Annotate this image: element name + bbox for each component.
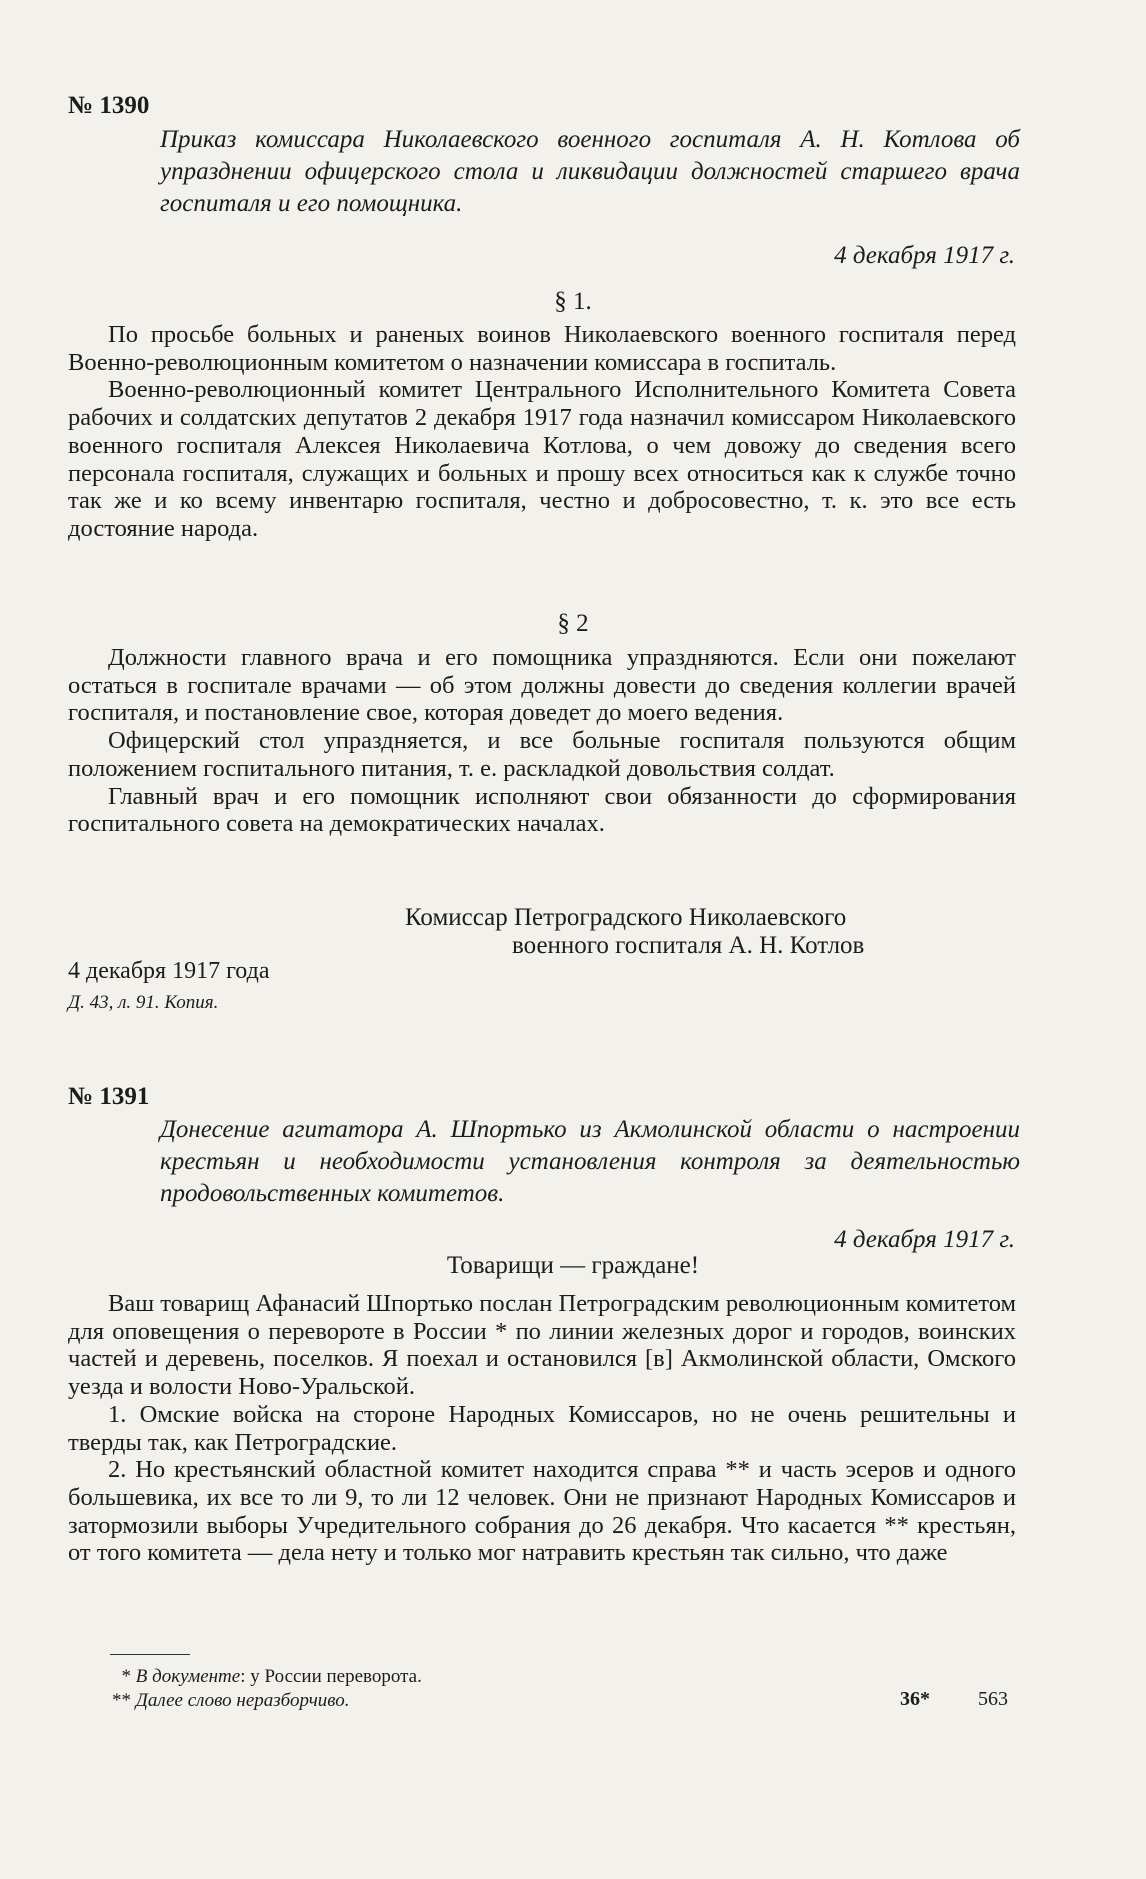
doc1-paragraph-1: По просьбе больных и раненых воинов Николаевского военного госпиталя перед Военно-революционным комитетом о назначении комиссара в госпиталь. bbox=[68, 321, 1016, 376]
doc1-section-2: § 2 bbox=[557, 610, 589, 637]
doc2-number: № 1391 bbox=[68, 1083, 150, 1110]
doc2-date: 4 декабря 1917 г. bbox=[834, 1226, 1015, 1253]
footnote-2-mark: ** bbox=[112, 1690, 131, 1711]
doc1-section1-body bbox=[68, 321, 1016, 543]
doc1-signature-line-2: военного госпиталя А. Н. Котлов bbox=[512, 932, 865, 959]
doc1-section-1: § 1. bbox=[554, 288, 592, 315]
footnote-2 bbox=[105, 1689, 422, 1713]
doc2-greeting: Товарищи — граждане! bbox=[446, 1252, 700, 1279]
footnote-1-label: В документе bbox=[135, 1666, 241, 1687]
doc1-signature-line-1: Комиссар Петроградского Николаевского bbox=[405, 904, 847, 931]
footnote-1 bbox=[105, 1665, 422, 1689]
doc2-title: Донесение агитатора А. Шпортько из Акмолинской области о настроении крестьян и необходимости установления контроля за деятельностью продовольственных комитетов. bbox=[160, 1116, 1020, 1207]
doc1-sign-date: 4 декабря 1917 года bbox=[68, 958, 270, 984]
doc1-paragraph-2: Военно-революционный комитет Центрального Исполнительного Комитета Совета рабочих и солдатских депутатов 2 декабря 1917 года назначил комиссаром Николаевского военного госпиталя Алексея Николаевича Котлова, о чем довожу до сведения всего персонала госпиталя, служащих и больных и прошу всех относиться как к службе точно так же и ко всему инвентарю госпиталя, честно и добросовестно, т. к. это все есть достояние народа. bbox=[68, 376, 1016, 542]
doc2-paragraph-2: 1. Омские войска на стороне Народных Комиссаров, но не очень решительны и тверды так, как Петроградские. bbox=[68, 1400, 1016, 1456]
page-number: 563 bbox=[978, 1688, 1008, 1710]
doc1-title: Приказ комиссара Николаевского военного госпиталя А. Н. Котлова об упразднении офицерского стола и ликвидации должностей старшего врача госпиталя и его помощника. bbox=[160, 126, 1020, 217]
doc1-paragraph-4: Офицерский стол упраздняется, и все больные госпиталя пользуются общим положением госпитального питания, т. е. раскладкой довольствия солдат. bbox=[68, 727, 1016, 782]
doc1-number: № 1390 bbox=[68, 92, 150, 119]
doc1-paragraph-3: Должности главного врача и его помощника упраздняются. Если они пожелают остаться в госпитале врачами — об этом должны довести до сведения коллегии врачей госпиталя, и постановление свое, которая доведет до моего ведения. bbox=[68, 644, 1016, 727]
footnote-1-mark: * bbox=[121, 1666, 131, 1687]
doc1-archive-reference: Д. 43, л. 91. Копия. bbox=[68, 992, 219, 1013]
doc1-date: 4 декабря 1917 г. bbox=[834, 242, 1015, 269]
doc2-body bbox=[68, 1290, 1016, 1567]
doc1-section2-body bbox=[68, 644, 1016, 838]
footnote-2-text: Далее слово неразборчиво. bbox=[135, 1690, 350, 1711]
printer-signature-mark: 36* bbox=[900, 1688, 930, 1710]
doc1-paragraph-5: Главный врач и его помощник исполняют свои обязанности до сформирования госпитального совета на демократических началах. bbox=[68, 782, 1016, 838]
footnote-1-text: : у России переворота. bbox=[240, 1666, 422, 1687]
doc2-paragraph-1: Ваш товарищ Афанасий Шпортько послан Петроградским революционным комитетом для оповещения о перевороте в России * по линии железных дорог и городов, воинских частей и деревень, поселков. Я поехал и остановился [в] Акмолинской области, Омского уезда и волости Ново-Уральской. bbox=[68, 1290, 1016, 1401]
footnotes bbox=[105, 1665, 422, 1713]
footnote-rule bbox=[110, 1654, 190, 1655]
doc2-paragraph-3: 2. Но крестьянский областной комитет находится справа ** и часть эсеров и одного большевика, их все то ли 9, то ли 12 человек. Они не признают Народных Комиссаров и затормозили выборы Учредительного собрания до 26 декабря. Что касается ** крестьян, от того комитета — дела нету и только мог натравить крестьян так сильно, что даже bbox=[68, 1456, 1016, 1567]
